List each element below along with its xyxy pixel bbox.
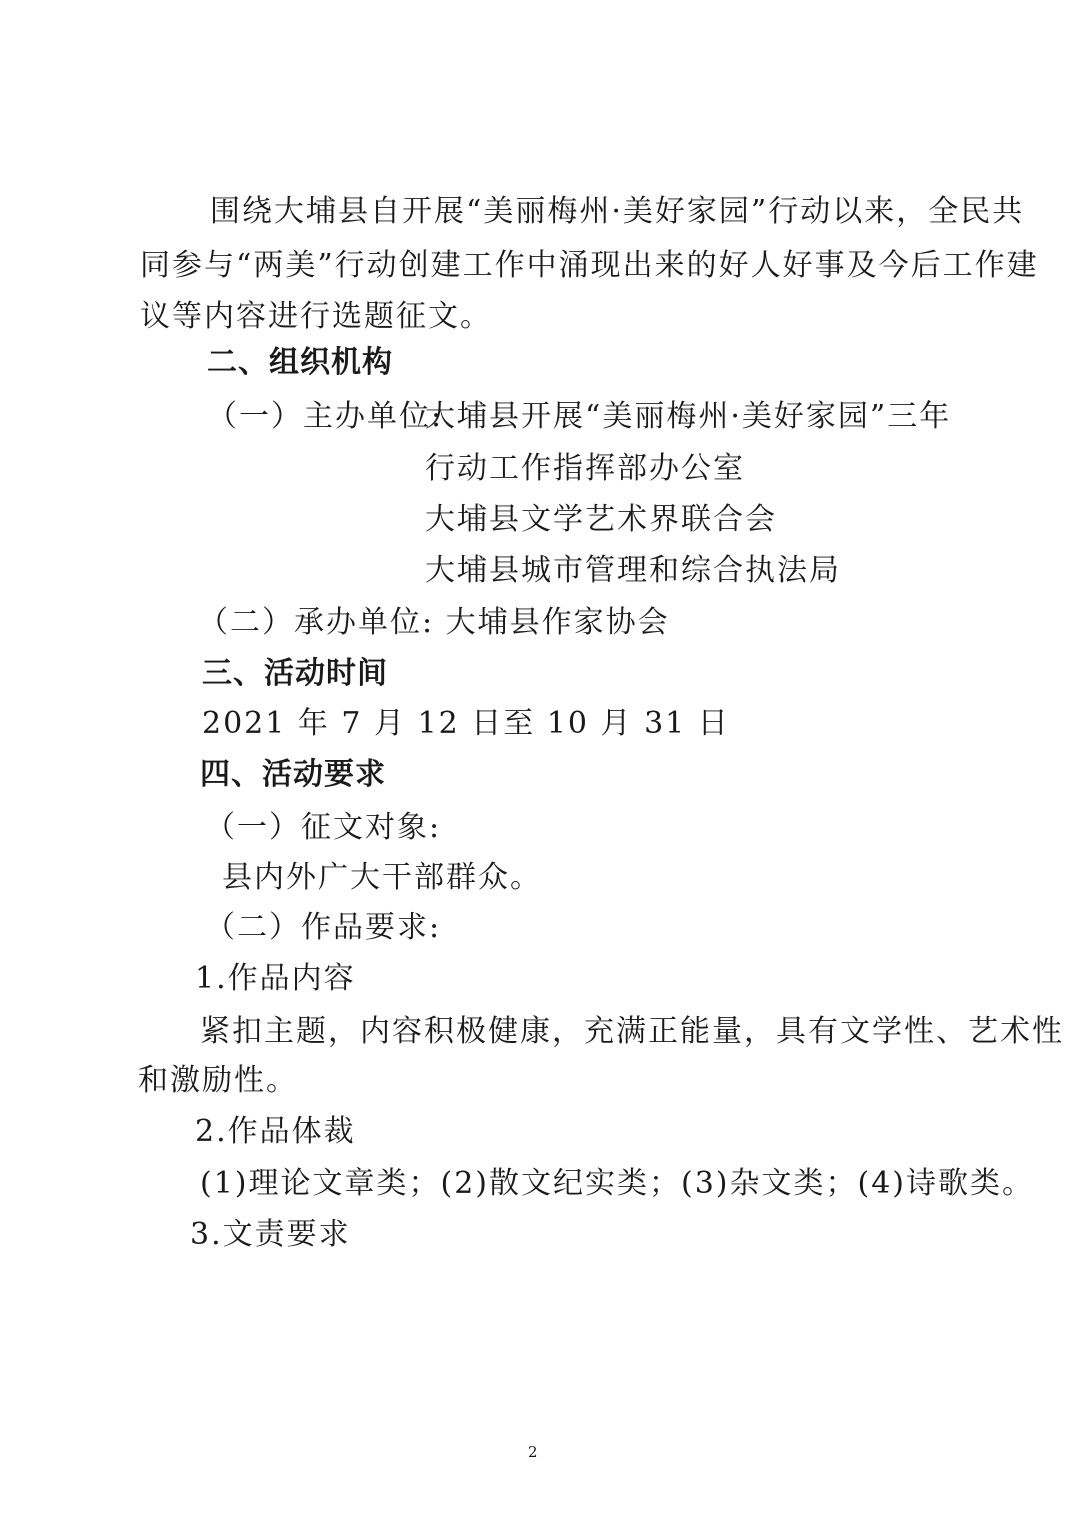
item-1-text-2: 和激励性。 [138,1063,298,1098]
host-line-1: 大埔县开展“美丽梅州·美好家园”三年 [425,399,952,434]
item-3-title: 3.文责要求 [190,1217,351,1252]
intro-line-3: 议等内容进行选题征文。 [140,299,492,334]
item-2-title: 2.作品体裁 [195,1114,356,1149]
host-line-2: 行动工作指挥部办公室 [425,451,745,486]
organizer-line: （二）承办单位: 大埔县作家协会 [198,605,670,640]
page-number: 2 [528,1443,538,1461]
requirements-label: （二）作品要求: [205,910,442,945]
host-line-4: 大埔县城市管理和综合执法局 [425,553,841,588]
section-4-heading: 四、活动要求 [200,757,386,792]
section-3-heading: 三、活动时间 [202,656,388,691]
item-1-text-1: 紧扣主题，内容积极健康，充满正能量，具有文学性、艺术性 [200,1014,1064,1049]
host-line-3: 大埔县文学艺术界联合会 [425,502,777,537]
target-label: （一）征文对象: [205,810,442,845]
activity-date: 2021 年 7 月 12 日至 10 月 31 日 [202,706,730,741]
item-1-title: 1.作品内容 [195,961,356,996]
section-2-heading: 二、组织机构 [207,345,393,380]
target-text: 县内外广大干部群众。 [222,860,542,895]
item-2-text: (1)理论文章类；(2)散文纪实类；(3)杂文类；(4)诗歌类。 [200,1166,1034,1201]
intro-line-2: 同参与“两美”行动创建工作中涌现出来的好人好事及今后工作建 [140,248,1039,283]
intro-line-1: 围绕大埔县自开展“美丽梅州·美好家园”行动以来，全民共 [210,194,1025,229]
host-label: （一）主办单位: [207,399,444,434]
